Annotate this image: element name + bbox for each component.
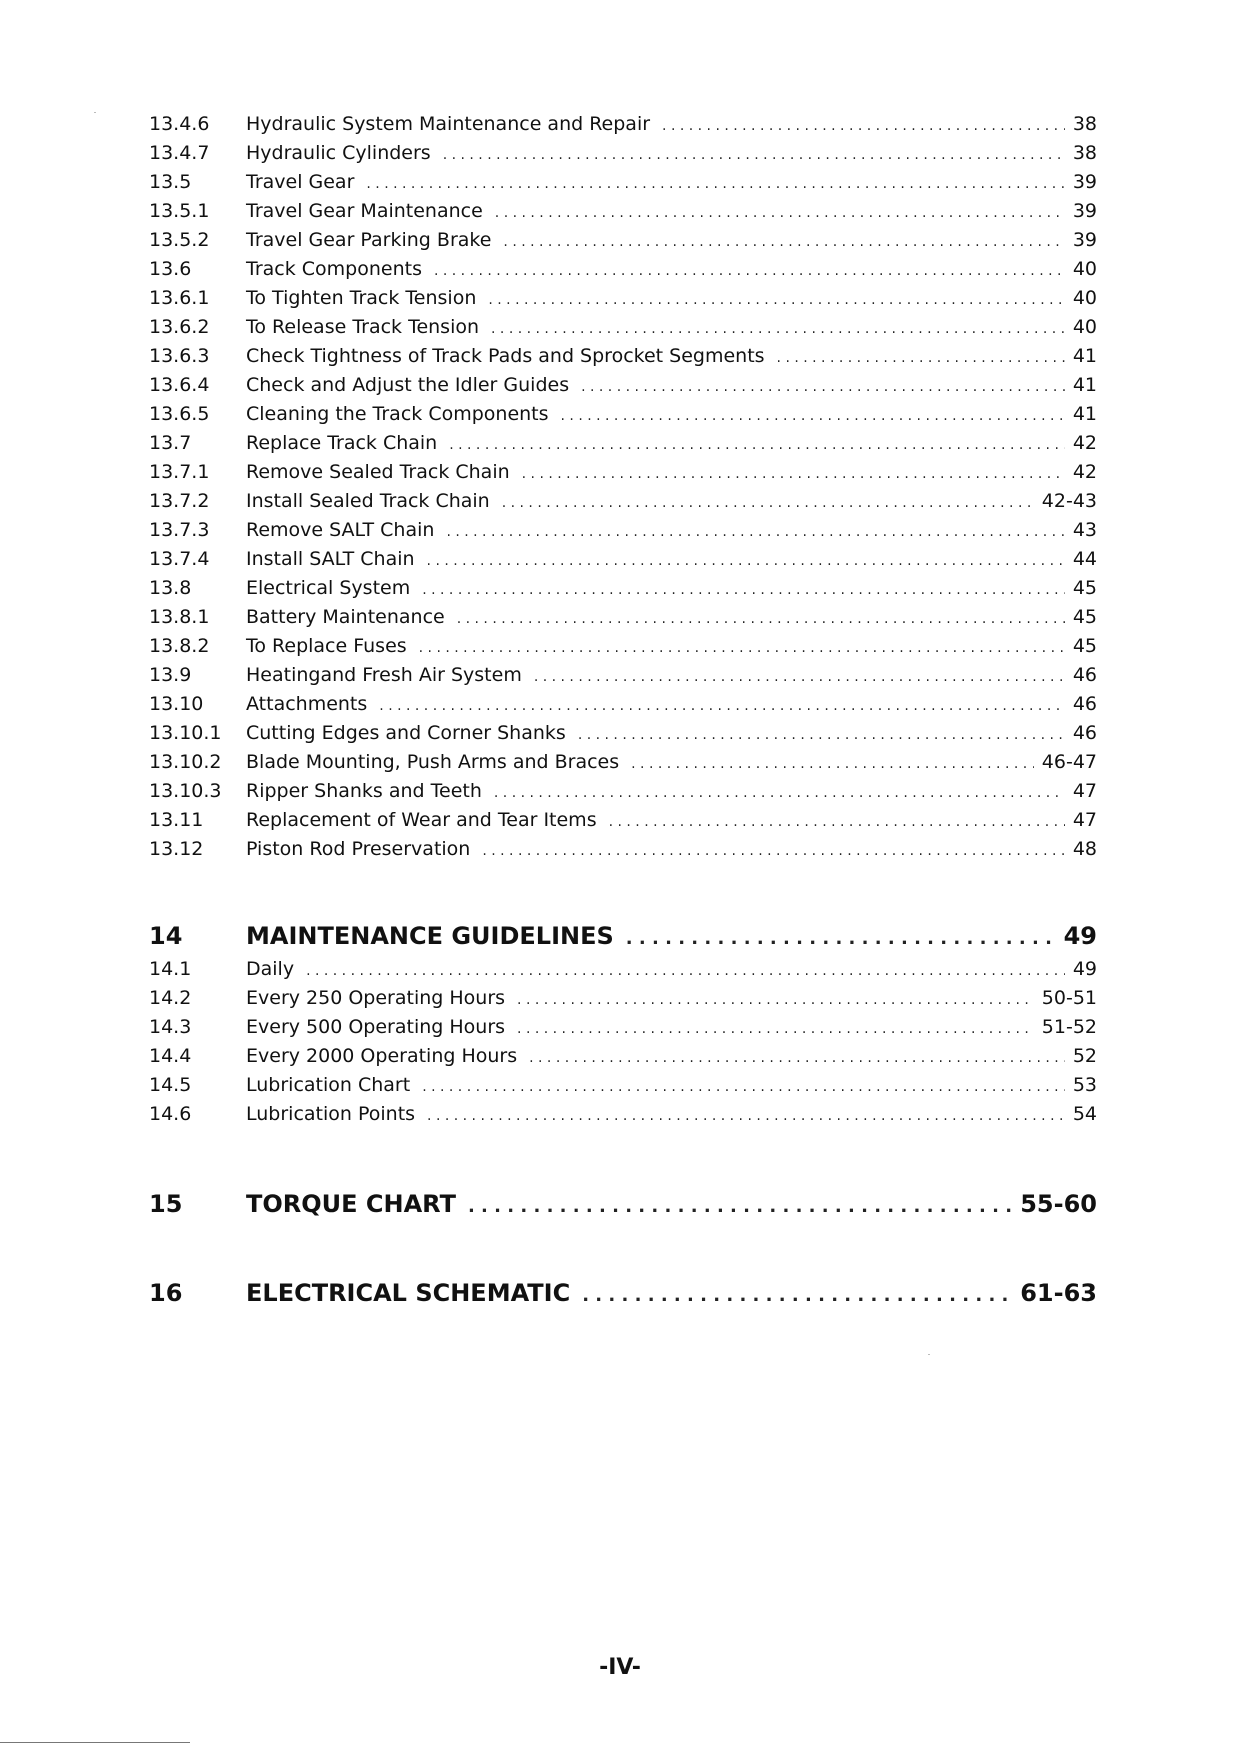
toc-entry-13-10-2 xyxy=(149,751,1097,779)
toc-entry-13-5-1 xyxy=(149,200,1097,228)
dot-leader xyxy=(379,698,1065,714)
dot-leader xyxy=(529,1050,1065,1066)
entry-page: 51-52 xyxy=(1041,1016,1097,1038)
toc-entry-14-6 xyxy=(149,1103,1097,1131)
entry-number: 13.5.2 xyxy=(149,229,210,251)
entry-title: Remove Sealed Track Chain xyxy=(246,461,510,483)
dot-leader xyxy=(581,379,1065,395)
entry-title: Every 2000 Operating Hours xyxy=(246,1045,518,1067)
toc-entry-13-10 xyxy=(149,693,1097,721)
dot-leader xyxy=(422,582,1065,598)
entry-number: 14.1 xyxy=(149,958,192,980)
entry-page: 41 xyxy=(1072,403,1097,425)
entry-title: Check and Adjust the Idler Guides xyxy=(246,374,570,396)
scan-speck xyxy=(928,1354,930,1355)
entry-number: 14.3 xyxy=(149,1016,192,1038)
entry-page: 45 xyxy=(1072,606,1097,628)
entry-title: Install Sealed Track Chain xyxy=(246,490,490,512)
entry-title: To Tighten Track Tension xyxy=(246,287,477,309)
entry-page: 39 xyxy=(1072,171,1097,193)
dot-leader xyxy=(582,1285,1012,1306)
page-number: -IV- xyxy=(599,1655,641,1680)
entry-number: 13.7.3 xyxy=(149,519,210,541)
entry-page: 49 xyxy=(1072,958,1097,980)
entry-number: 13.10.1 xyxy=(149,722,222,744)
toc-entry-13-7-3 xyxy=(149,519,1097,547)
toc-entry-13-8-2 xyxy=(149,635,1097,663)
entry-number: 13.6.4 xyxy=(149,374,210,396)
entry-page: 38 xyxy=(1072,113,1097,135)
dot-leader xyxy=(626,928,1056,949)
dot-leader xyxy=(427,1108,1065,1124)
entry-page: 42-43 xyxy=(1041,490,1097,512)
entry-page: 47 xyxy=(1072,809,1097,831)
dot-leader xyxy=(495,205,1065,221)
entry-page: 48 xyxy=(1072,838,1097,860)
entry-title: Attachments xyxy=(246,693,368,715)
section-title: MAINTENANCE GUIDELINES xyxy=(246,922,614,950)
dot-leader xyxy=(434,263,1065,279)
toc-entry-13-4-7 xyxy=(149,142,1097,170)
entry-title: Piston Rod Preservation xyxy=(246,838,471,860)
entry-page: 42 xyxy=(1072,432,1097,454)
toc-entry-13-7-2 xyxy=(149,490,1097,518)
entry-number: 13.10 xyxy=(149,693,204,715)
dot-leader xyxy=(534,669,1065,685)
entry-page: 41 xyxy=(1072,345,1097,367)
dot-leader xyxy=(631,756,1034,772)
dot-leader xyxy=(491,321,1065,337)
scan-speck xyxy=(94,112,96,113)
entry-title: Track Components xyxy=(246,258,422,280)
entry-title: To Replace Fuses xyxy=(246,635,407,657)
entry-title: Travel Gear Maintenance xyxy=(246,200,483,222)
entry-page: 40 xyxy=(1072,316,1097,338)
toc-entry-13-6-1 xyxy=(149,287,1097,315)
entry-number: 13.6 xyxy=(149,258,192,280)
section-number: 15 xyxy=(149,1190,183,1218)
toc-entry-13-8 xyxy=(149,577,1097,605)
toc-entry-13-10-3 xyxy=(149,780,1097,808)
dot-leader xyxy=(449,437,1065,453)
toc-entry-13-5-2 xyxy=(149,229,1097,257)
entry-page: 50-51 xyxy=(1041,987,1097,1009)
entry-number: 13.5 xyxy=(149,171,192,193)
toc-entry-13-6-3 xyxy=(149,345,1097,373)
entry-number: 13.6.2 xyxy=(149,316,210,338)
entry-title: Every 500 Operating Hours xyxy=(246,1016,506,1038)
entry-title: Replace Track Chain xyxy=(246,432,438,454)
entry-number: 13.8 xyxy=(149,577,192,599)
dot-leader xyxy=(419,640,1065,656)
entry-title: Lubrication Points xyxy=(246,1103,416,1125)
dot-leader xyxy=(488,292,1064,308)
entry-title: Cutting Edges and Corner Shanks xyxy=(246,722,566,744)
entry-page: 42 xyxy=(1072,461,1097,483)
entry-page: 40 xyxy=(1072,258,1097,280)
entry-number: 13.6.1 xyxy=(149,287,210,309)
toc-entry-14-1 xyxy=(149,958,1097,986)
entry-title: Install SALT Chain xyxy=(246,548,415,570)
toc-section-16 xyxy=(149,1279,1097,1313)
entry-number: 13.7.1 xyxy=(149,461,210,483)
dot-leader xyxy=(427,553,1065,569)
section-title: ELECTRICAL SCHEMATIC xyxy=(246,1279,571,1307)
entry-page: 46-47 xyxy=(1041,751,1097,773)
entry-number: 13.6.5 xyxy=(149,403,210,425)
entry-number: 13.6.3 xyxy=(149,345,210,367)
dot-leader xyxy=(503,234,1064,250)
dot-leader xyxy=(443,147,1065,163)
toc-entry-13-7 xyxy=(149,432,1097,460)
dot-leader xyxy=(482,843,1064,859)
entry-page: 40 xyxy=(1072,287,1097,309)
entry-title: Blade Mounting, Push Arms and Braces xyxy=(246,751,620,773)
toc-entry-13-4-6 xyxy=(149,113,1097,141)
entry-page: 52 xyxy=(1072,1045,1097,1067)
toc-entry-13-10-1 xyxy=(149,722,1097,750)
entry-number: 13.10.2 xyxy=(149,751,222,773)
scan-edge-line xyxy=(0,1742,190,1743)
toc-entry-13-8-1 xyxy=(149,606,1097,634)
entry-page: 44 xyxy=(1072,548,1097,570)
toc-entry-14-5 xyxy=(149,1074,1097,1102)
entry-title: Electrical System xyxy=(246,577,411,599)
dot-leader xyxy=(446,524,1064,540)
entry-page: 41 xyxy=(1072,374,1097,396)
toc-section-14 xyxy=(149,922,1097,956)
dot-leader xyxy=(422,1079,1065,1095)
toc-entry-14-3 xyxy=(149,1016,1097,1044)
entry-number: 13.7.4 xyxy=(149,548,210,570)
entry-number: 13.8.1 xyxy=(149,606,210,628)
entry-title: Travel Gear Parking Brake xyxy=(246,229,492,251)
dot-leader xyxy=(578,727,1065,743)
dot-leader xyxy=(517,992,1034,1008)
entry-number: 13.7.2 xyxy=(149,490,210,512)
entry-title: Heatingand Fresh Air System xyxy=(246,664,522,686)
entry-number: 13.5.1 xyxy=(149,200,210,222)
entry-title: Remove SALT Chain xyxy=(246,519,435,541)
entry-number: 14.6 xyxy=(149,1103,192,1125)
entry-number: 13.10.3 xyxy=(149,780,222,802)
dot-leader xyxy=(662,118,1065,134)
toc-entry-13-6-5 xyxy=(149,403,1097,431)
toc-entry-14-2 xyxy=(149,987,1097,1015)
entry-title: Battery Maintenance xyxy=(246,606,445,628)
entry-page: 46 xyxy=(1072,722,1097,744)
entry-title: Every 250 Operating Hours xyxy=(246,987,506,1009)
entry-number: 13.7 xyxy=(149,432,192,454)
entry-title: Replacement of Wear and Tear Items xyxy=(246,809,597,831)
toc-entry-13-5 xyxy=(149,171,1097,199)
toc-entry-13-11 xyxy=(149,809,1097,837)
entry-page: 43 xyxy=(1072,519,1097,541)
entry-title: Travel Gear xyxy=(246,171,355,193)
entry-number: 14.5 xyxy=(149,1074,192,1096)
toc-entry-13-6 xyxy=(149,258,1097,286)
entry-page: 39 xyxy=(1072,229,1097,251)
entry-page: 54 xyxy=(1072,1103,1097,1125)
entry-title: Daily xyxy=(246,958,295,980)
section-page: 61-63 xyxy=(1020,1279,1097,1307)
entry-title: To Release Track Tension xyxy=(246,316,480,338)
dot-leader xyxy=(468,1196,1012,1217)
dot-leader xyxy=(502,495,1034,511)
entry-number: 13.8.2 xyxy=(149,635,210,657)
entry-page: 53 xyxy=(1072,1074,1097,1096)
entry-title: Hydraulic System Maintenance and Repair xyxy=(246,113,651,135)
entry-page: 46 xyxy=(1072,693,1097,715)
toc-entry-14-4 xyxy=(149,1045,1097,1073)
entry-number: 13.4.6 xyxy=(149,113,210,135)
toc-entry-13-6-4 xyxy=(149,374,1097,402)
entry-number: 13.12 xyxy=(149,838,204,860)
dot-leader xyxy=(522,466,1065,482)
entry-page: 39 xyxy=(1072,200,1097,222)
dot-leader xyxy=(494,785,1065,801)
section-page: 55-60 xyxy=(1020,1190,1097,1218)
dot-leader xyxy=(561,408,1065,424)
entry-number: 13.9 xyxy=(149,664,192,686)
entry-title: Lubrication Chart xyxy=(246,1074,411,1096)
entry-page: 45 xyxy=(1072,577,1097,599)
toc-entry-13-6-2 xyxy=(149,316,1097,344)
dot-leader xyxy=(366,176,1064,192)
entry-title: Ripper Shanks and Teeth xyxy=(246,780,482,802)
dot-leader xyxy=(457,611,1065,627)
dot-leader xyxy=(609,814,1065,830)
entry-number: 14.4 xyxy=(149,1045,192,1067)
dot-leader xyxy=(777,350,1065,366)
toc-section-15 xyxy=(149,1190,1097,1224)
entry-number: 13.11 xyxy=(149,809,204,831)
dot-leader xyxy=(517,1021,1034,1037)
toc-entry-13-7-1 xyxy=(149,461,1097,489)
section-page: 49 xyxy=(1063,922,1097,950)
entry-title: Cleaning the Track Components xyxy=(246,403,549,425)
entry-page: 38 xyxy=(1072,142,1097,164)
entry-page: 45 xyxy=(1072,635,1097,657)
entry-title: Hydraulic Cylinders xyxy=(246,142,431,164)
toc-entry-13-7-4 xyxy=(149,548,1097,576)
section-number: 14 xyxy=(149,922,183,950)
toc-entry-13-9 xyxy=(149,664,1097,692)
section-number: 16 xyxy=(149,1279,183,1307)
dot-leader xyxy=(306,963,1065,979)
section-title: TORQUE CHART xyxy=(246,1190,456,1218)
entry-title: Check Tightness of Track Pads and Sprocket Segments xyxy=(246,345,765,367)
entry-number: 13.4.7 xyxy=(149,142,210,164)
entry-page: 47 xyxy=(1072,780,1097,802)
entry-number: 14.2 xyxy=(149,987,192,1009)
entry-page: 46 xyxy=(1072,664,1097,686)
toc-entry-13-12 xyxy=(149,838,1097,866)
